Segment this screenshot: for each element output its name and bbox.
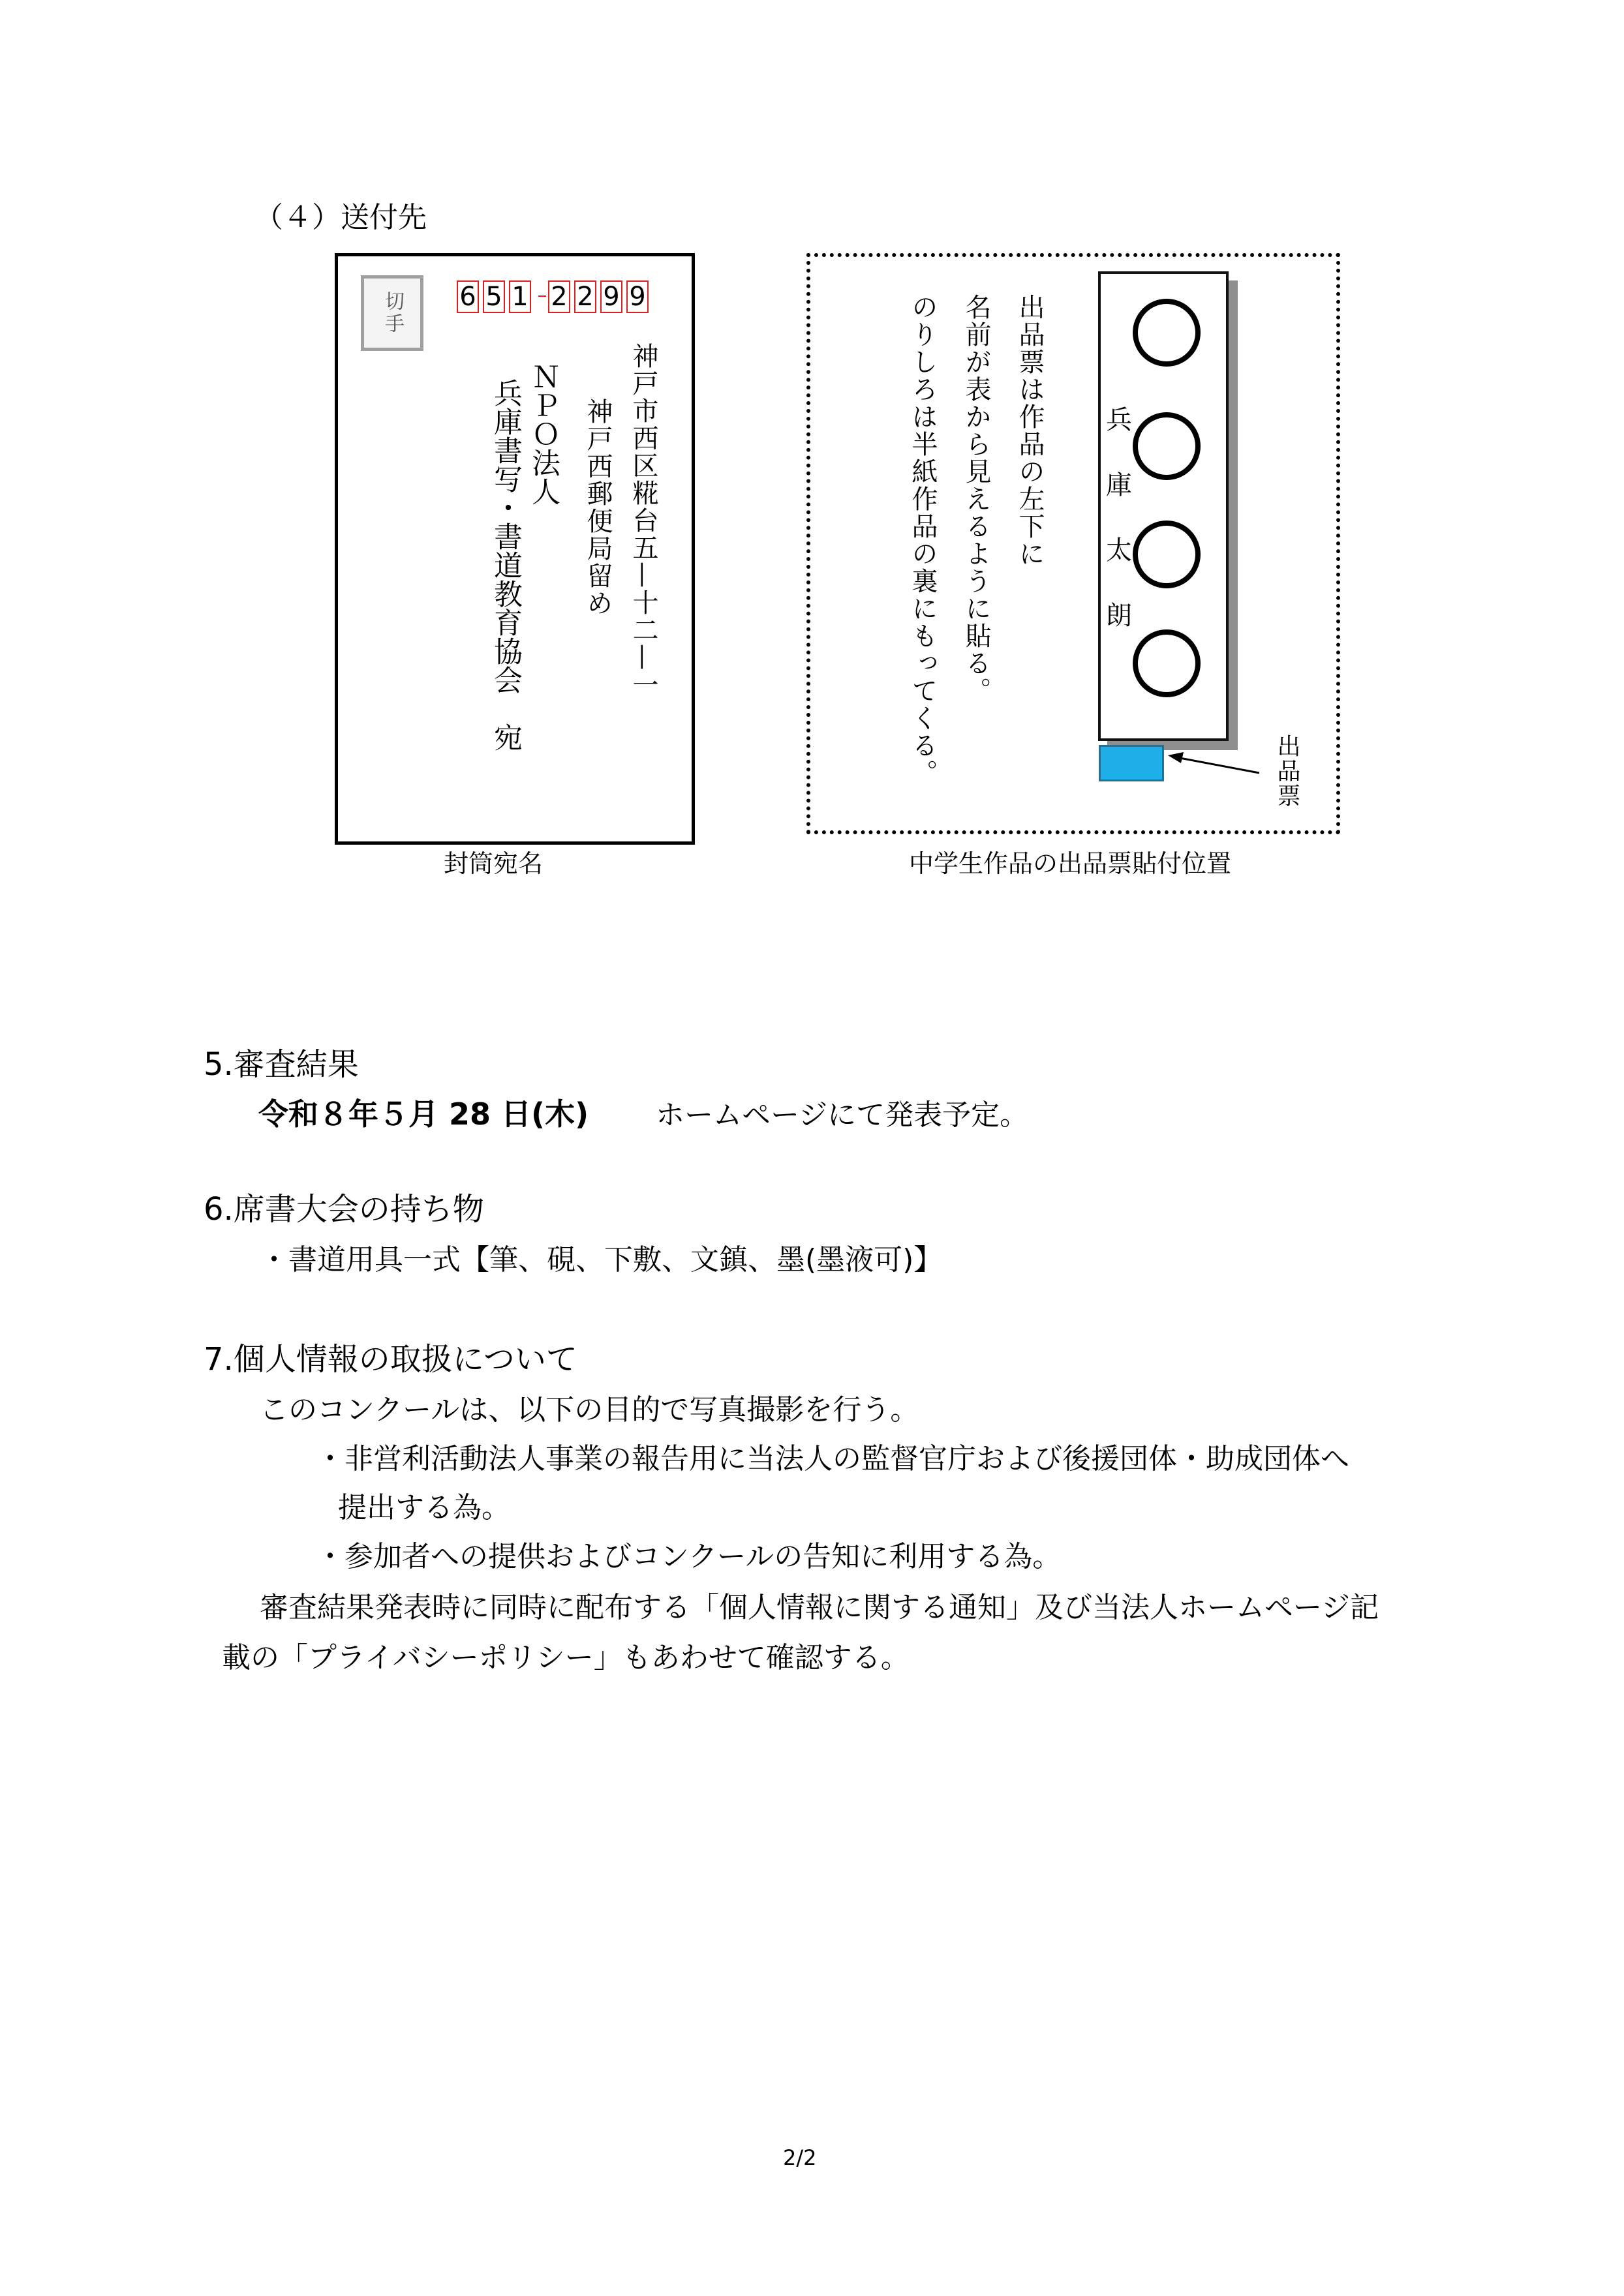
ticket-label: 出品票 bbox=[1274, 734, 1300, 808]
sample-name-char: 兵 bbox=[1106, 405, 1132, 435]
results-date: 令和８年５月 28 日(木) bbox=[258, 1096, 589, 1132]
sample-name-char: 朗 bbox=[1106, 601, 1132, 631]
postal-digit: 9 bbox=[626, 280, 649, 313]
section-4-heading: （４）送付先 bbox=[254, 201, 427, 234]
page-number: 2/2 bbox=[783, 2145, 817, 2170]
stamp-label: 切手 bbox=[381, 291, 404, 335]
stamp-box bbox=[361, 275, 423, 351]
recipient-line-2: 兵庫書写・書道教育協会 宛 bbox=[489, 378, 522, 751]
results-note: ホームページにて発表予定。 bbox=[656, 1098, 1029, 1132]
entry-ticket bbox=[1099, 745, 1164, 781]
character-circle bbox=[1133, 629, 1201, 697]
arrow-icon bbox=[1161, 744, 1266, 783]
address-line-1: 神戸市西区糀台五—十二—一 bbox=[628, 342, 658, 699]
privacy-closing-line-2: 載の「プライバシーポリシー」もあわせて確認する。 bbox=[222, 1641, 910, 1674]
postal-dash bbox=[538, 295, 546, 297]
character-circle bbox=[1133, 299, 1201, 367]
placement-instruction-1: 出品票は作品の左下に bbox=[1015, 294, 1045, 567]
postal-digit: 1 bbox=[509, 280, 531, 313]
privacy-intro: このコンクールは、以下の目的で写真撮影を行う。 bbox=[260, 1393, 919, 1427]
section-6-heading: 6.席書大会の持ち物 bbox=[204, 1191, 484, 1228]
placement-instruction-3: のりしろは半紙作品の裏にもってくる。 bbox=[908, 294, 938, 787]
character-circle bbox=[1133, 412, 1201, 480]
privacy-closing-line-1: 審査結果発表時に同時に配布する「個人情報に関する通知」及び当法人ホームページ記 bbox=[260, 1591, 1379, 1624]
items-to-bring: ・書道用具一式【筆、硯、下敷、文鎮、墨(墨液可)】 bbox=[260, 1243, 943, 1276]
placement-caption: 中学生作品の出品票貼付位置 bbox=[909, 849, 1232, 878]
postal-digit: 2 bbox=[548, 280, 570, 313]
recipient-line-1: ＮＰＯ法人 bbox=[527, 362, 560, 506]
privacy-bullet-2: ・参加者への提供およびコンクールの告知に利用する為。 bbox=[316, 1540, 1062, 1573]
sample-name-char: 太 bbox=[1106, 536, 1132, 566]
sample-name-char: 庫 bbox=[1106, 470, 1132, 500]
postal-digit: 9 bbox=[600, 280, 622, 313]
postal-digit: 5 bbox=[483, 280, 505, 313]
section-5-heading: 5.審査結果 bbox=[204, 1046, 359, 1083]
postal-digit: 6 bbox=[457, 280, 479, 313]
postal-digit: 2 bbox=[574, 280, 596, 313]
address-line-2: 神戸西郵便局留め bbox=[583, 398, 613, 617]
privacy-bullet-1-line-1: ・非営利活動法人事業の報告用に当法人の監督官庁および後援団体・助成団体へ bbox=[316, 1442, 1349, 1475]
envelope-caption: 封筒宛名 bbox=[444, 849, 544, 878]
character-circle bbox=[1133, 521, 1201, 588]
placement-instruction-2: 名前が表から見えるように貼る。 bbox=[961, 294, 991, 704]
privacy-bullet-1-line-2: 提出する為。 bbox=[338, 1491, 510, 1524]
section-7-heading: 7.個人情報の取扱について bbox=[204, 1341, 577, 1378]
